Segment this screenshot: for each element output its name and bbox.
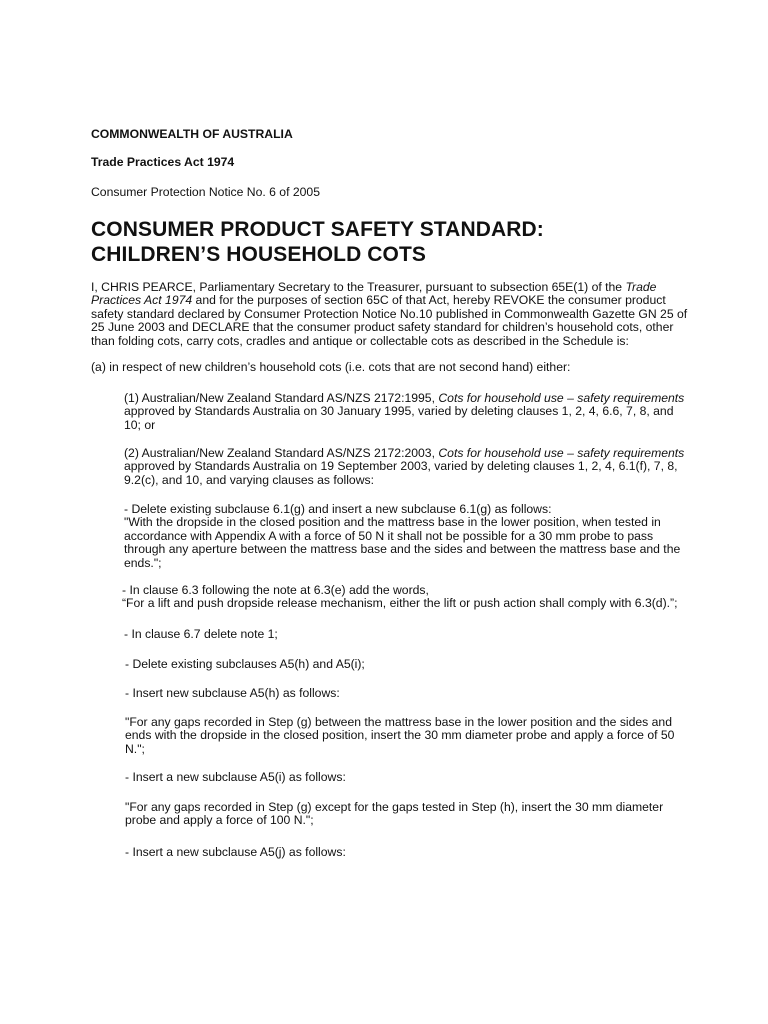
title-line-2: CHILDREN’S HOUSEHOLD COTS [91,243,427,266]
variation-insert-a5h: - Insert new subclause A5(h) as follows: [125,686,340,700]
variation-insert-a5j: - Insert a new subclause A5(j) as follows: [125,845,346,859]
option-2 [124,447,684,487]
jurisdiction-heading: COMMONWEALTH OF AUSTRALIA [91,127,293,141]
option-1 [124,392,684,432]
variation-6-3: - In clause 6.3 following the note at 6.3(e) add the words, “For a lift and push dropside release mechanism, either the lift or push action shall comply with 6.3(d).”; [122,583,678,611]
variation-insert-a5i: - Insert a new subclause A5(i) as follows: [125,770,346,784]
notice-number: Consumer Protection Notice No. 6 of 2005 [91,185,320,199]
act-heading: Trade Practices Act 1974 [91,155,235,169]
variation-6-7: - In clause 6.7 delete note 1; [124,627,278,641]
variation-6-1-g: - Delete existing subclause 6.1(g) and insert a new subclause 6.1(g) as follows: "With the dropside in the closed position and the mattress base in the lower position, when tested in accordance with Appendix A with a force of 50 N it shall not be possible for a 30 mm probe to pass through any aperture between the mattress base and the sides and between the mattress base and the ends."; [124,502,681,570]
intro-line-5: than folding cots, carry cots, cradles and antique or collectable cots as described in the Schedule is: [91,333,629,348]
option-2-line-1: (2) Australian/New Zealand Standard AS/NZS 2172:2003, Cots for household use – safety requirements [124,446,685,460]
option-2-line-3: 9.2(c), and 10, and varying clauses as follows: [124,472,374,487]
paragraph-a: (a) in respect of new children’s household cots (i.e. cots that are not second hand) either: [91,360,571,374]
document-title [91,217,544,267]
a5h-text: "For any gaps recorded in Step (g) between the mattress base in the lower position and the sides and ends with the dropside in the closed position, insert the 30 mm diameter probe and apply a force of 50 N."; [125,715,675,756]
intro-paragraph [91,281,687,348]
a5i-text: "For any gaps recorded in Step (g) except for the gaps tested in Step (h), insert the 30 mm diameter probe and apply a force of 100 N."; [125,800,664,828]
title-line-1: CONSUMER PRODUCT SAFETY STANDARD: [91,218,544,241]
variation-delete-a5: - Delete existing subclauses A5(h) and A5(i); [125,657,365,671]
intro-line-1: I, CHRIS PEARCE, Parliamentary Secretary to the Treasurer, pursuant to subsection 65E(1) of the Trade [91,280,657,294]
intro-line-3: safety standard declared by Consumer Protection Notice No.10 published in Commonwealth Gazette GN 25 of [91,306,688,321]
option-1-line-2: approved by Standards Australia on 30 January 1995, varied by deleting clauses 1, 2, 4, 6.6, 7, 8, and [124,404,674,419]
intro-line-2: Practices Act 1974 and for the purposes of section 65C of that Act, hereby REVOKE the consumer product [91,293,666,308]
option-1-line-3: 10; or [124,417,156,432]
option-1-line-1: (1) Australian/New Zealand Standard AS/NZS 2172:1995, Cots for household use – safety requirements [124,391,685,405]
intro-line-4: 25 June 2003 and DECLARE that the consumer product safety standard for children’s household cots, other [91,320,674,335]
option-2-line-2: approved by Standards Australia on 19 September 2003, varied by deleting clauses 1, 2, 4, 6.1(f), 7, 8, [124,459,678,474]
